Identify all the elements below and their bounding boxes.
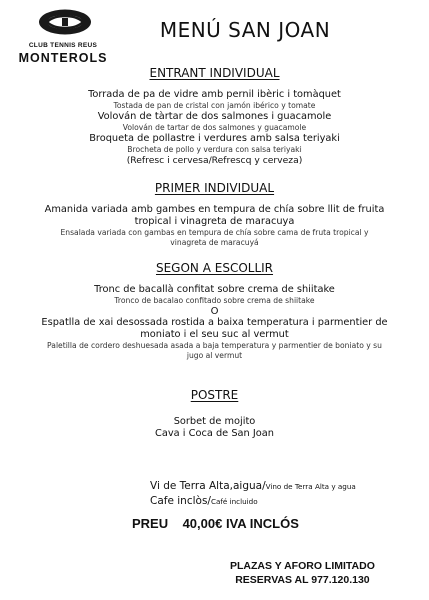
primer-heading: PRIMER INDIVIDUAL	[154, 181, 275, 195]
entrant-drink: (Refresc i cervesa/Refrescq y cerveza)	[126, 155, 303, 166]
entrant-item-3-ca: Broqueta de pollastre i verdures amb salsa teriyaki	[89, 133, 340, 144]
tennis-racket-logo-icon	[37, 8, 93, 36]
postre-section	[0, 388, 429, 440]
primer-es-line-1: Ensalada variada con gambas en tempura de chía sobre cama de fruta tropical y	[60, 228, 369, 237]
segon-heading: SEGON A ESCOLLIR	[155, 261, 274, 275]
primer-es-line-2: vinagreta de maracuyá	[170, 238, 259, 247]
coffee-es: Café incluido	[210, 497, 258, 506]
primer-section	[0, 181, 429, 248]
club-logo	[4, 6, 122, 70]
logo-name-text: MONTEROLS	[18, 51, 108, 65]
entrant-item-3-es: Brocheta de pollo y verdura con salsa teriyaki	[127, 145, 302, 154]
primer-ca-line-1: Amanida variada amb gambes en tempura de chía sobre llit de fruita	[44, 204, 385, 215]
limited-capacity-text: PLAZAS Y AFORO LIMITADO	[230, 560, 375, 572]
coffee-line	[150, 494, 390, 509]
primer-ca-line-2: tropical i vinagreta de maracuya	[134, 216, 295, 227]
menu-price: PREU 40,00€ IVA INCLÓS	[132, 516, 299, 531]
wine-ca: Vi de Terra Alta,aigua/	[150, 480, 266, 492]
drinks-included	[150, 479, 390, 509]
segon-option-1-ca: Tronc de bacallà confitat sobre crema de shiitake	[94, 284, 335, 295]
entrant-item-1-es: Tostada de pan de cristal con jamón ibérico y tomate	[113, 101, 316, 110]
page-title: MENÚ SAN JOAN	[159, 18, 331, 42]
postre-heading: POSTRE	[190, 388, 239, 402]
postre-line-2: Cava i Coca de San Joan	[155, 428, 274, 439]
wine-es: Vino de Terra Alta y agua	[265, 482, 356, 491]
entrant-item-2-ca: Volován de tàrtar de dos salmones i guacamole	[97, 111, 332, 122]
logo-club-text: CLUB TENNIS REUS	[28, 42, 98, 49]
segon-option-2-es-line-1: Paletilla de cordero deshuesada asada a baja temperatura y parmentier de boniato y su	[47, 341, 382, 350]
wine-line	[150, 479, 390, 494]
entrant-section	[0, 66, 429, 167]
segon-option-1-es: Tronco de bacalao confitado sobre crema de shiitake	[114, 296, 315, 305]
entrant-heading: ENTRANT INDIVIDUAL	[149, 66, 280, 80]
segon-option-2-es-line-2: jugo al vermut	[186, 351, 243, 360]
postre-line-1: Sorbet de mojito	[173, 416, 256, 427]
coffee-ca: Cafe inclòs/	[150, 495, 211, 507]
segon-option-2-ca-line-1: Espatlla de xai desossada rostida a baixa temperatura i parmentier de	[41, 317, 388, 328]
reservation-phone-text: RESERVAS AL 977.120.130	[235, 574, 370, 586]
segon-or-separator: O	[210, 306, 219, 317]
booking-info	[230, 559, 375, 587]
entrant-item-2-es: Volován de tartar de dos salmones y guacamole	[122, 123, 307, 132]
segon-option-2-ca-line-2: moniato i el seu suc al vermut	[140, 329, 289, 340]
segon-section	[0, 261, 429, 361]
entrant-item-1-ca: Torrada de pa de vidre amb pernil ibèric i tomàquet	[88, 89, 341, 100]
